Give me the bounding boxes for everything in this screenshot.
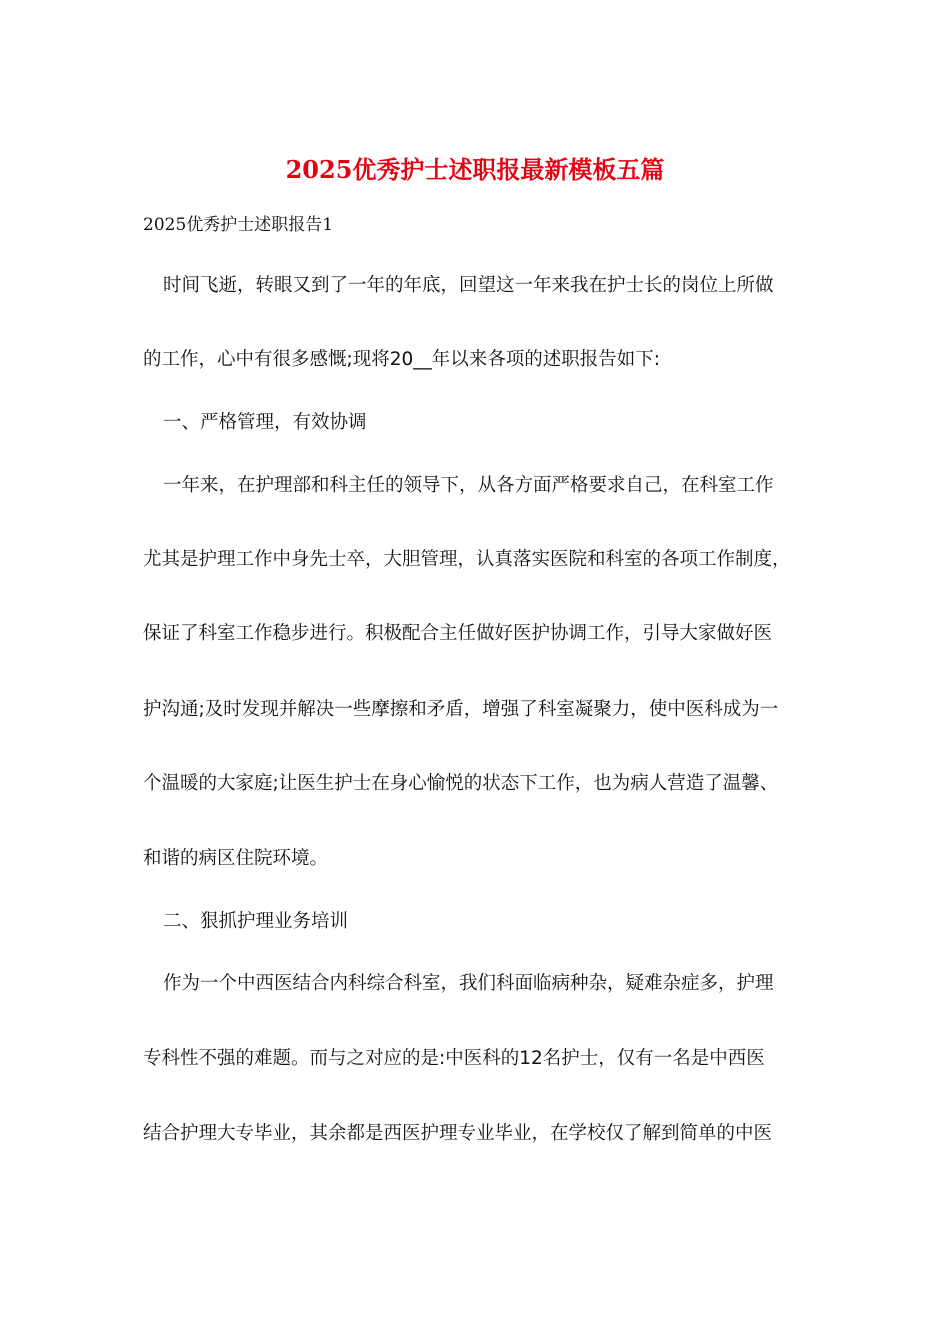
section-heading: 一、严格管理，有效协调 [163,412,367,433]
paragraph-line: 专科性不强的难题。而与之对应的是:中医科的12名护士，仅有一名是中西医 [143,1048,765,1069]
paragraph-line: 作为一个中西医结合内科综合科室，我们科面临病种杂，疑难杂症多，护理 [163,973,774,994]
paragraph-line: 个温暖的大家庭;让医生护士在身心愉悦的状态下工作，也为病人营造了温馨、 [143,773,779,794]
paragraph-line: 护沟通;及时发现并解决一些摩擦和矛盾，增强了科室凝聚力，使中医科成为一 [143,699,779,720]
document-title: 2025优秀护士述职报最新模板五篇 [285,155,665,184]
paragraph-line: 时间飞逝，转眼又到了一年的年底，回望这一年来我在护士长的岗位上所做 [163,275,774,296]
paragraph-line: 结合护理大专毕业，其余都是西医护理专业毕业，在学校仅了解到简单的中医 [143,1123,773,1144]
paragraph-line: 尤其是护理工作中身先士卒，大胆管理，认真落实医院和科室的各项工作制度， [143,549,791,570]
report-subtitle: 2025优秀护士述职报告1 [143,215,334,235]
paragraph-line: 的工作，心中有很多感慨;现将20__年以来各项的述职报告如下: [143,349,661,370]
paragraph-line: 保证了科室工作稳步进行。积极配合主任做好医护协调工作，引导大家做好医 [143,623,773,644]
section-heading: 二、狠抓护理业务培训 [163,911,349,932]
paragraph-line: 和谐的病区住院环境。 [143,848,329,869]
paragraph-line: 一年来，在护理部和科主任的领导下，从各方面严格要求自己，在科室工作 [163,475,774,496]
